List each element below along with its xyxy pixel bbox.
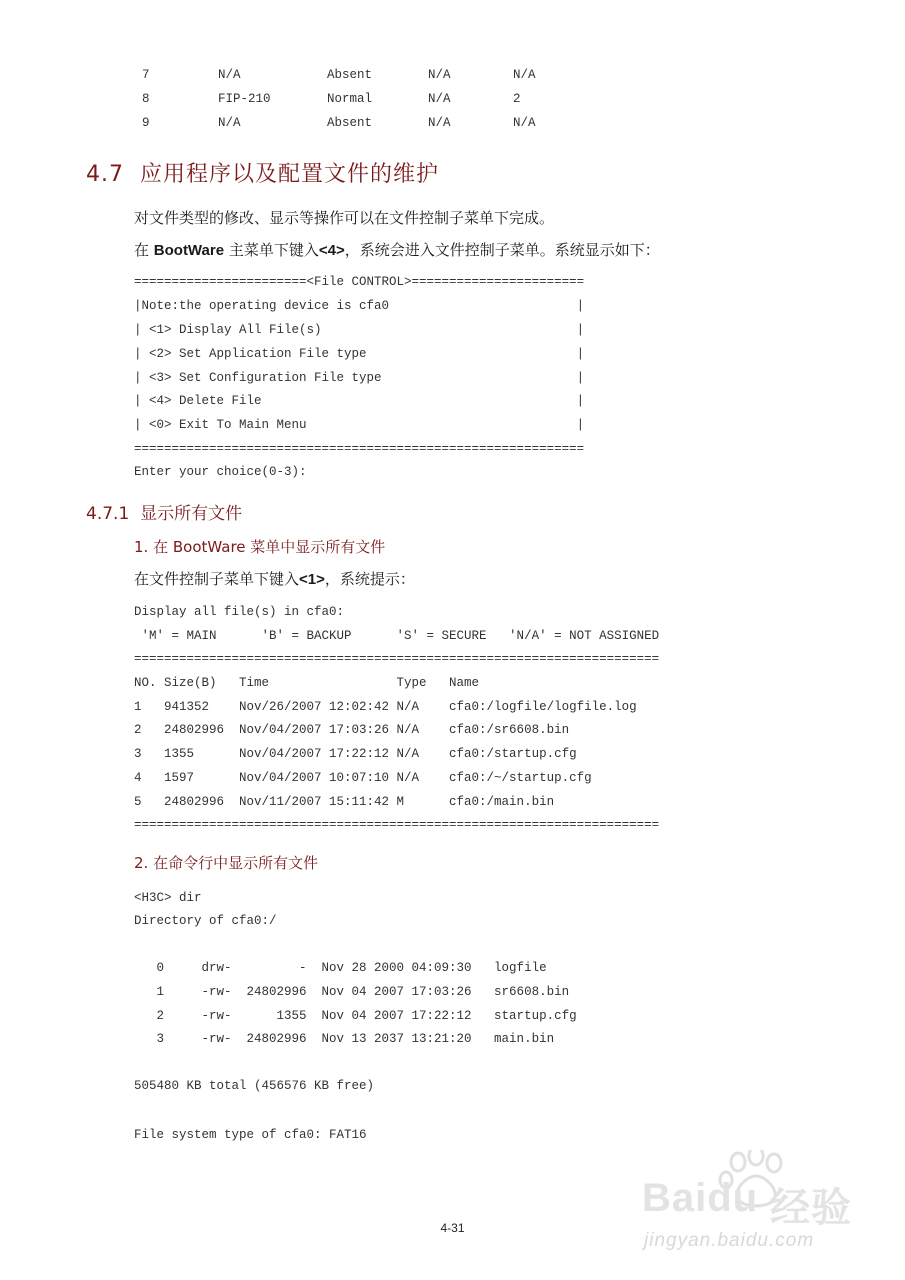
code-line: =======================<File CONTROL>======================= [134, 275, 585, 289]
paragraph: 对文件类型的修改、显示等操作可以在文件控制子菜单下完成。 [134, 209, 555, 227]
code-line: | <4> Delete File | [134, 394, 585, 408]
code-line: Enter your choice(0-3): [134, 465, 307, 479]
paragraph: 在文件控制子菜单下键入<1>，系统提示： [134, 570, 415, 588]
page-number: 4-31 [440, 1221, 465, 1235]
watermark-brand: Baidu [642, 1176, 759, 1220]
code-line: | <0> Exit To Main Menu | [134, 418, 585, 432]
paragraph: 在 BootWare 主菜单下键入<4>，系统会进入文件控制子菜单。系统显示如下： [134, 241, 660, 259]
code-line: 505480 KB total (456576 KB free) [134, 1079, 375, 1093]
code-line: 4 1597 Nov/04/2007 10:07:10 N/A cfa0:/~/startup.cfg [134, 771, 592, 785]
code-line: 3 1355 Nov/04/2007 17:22:12 N/A cfa0:/startup.cfg [134, 747, 577, 761]
code-line: |Note:the operating device is cfa0 | [134, 299, 585, 313]
code-line: | <1> Display All File(s) | [134, 323, 585, 337]
table-row: 9 N/A Absent N/A N/A [142, 116, 536, 130]
item-heading: 1. 在 BootWare 菜单中显示所有文件 [134, 538, 386, 556]
baidu-watermark-logo [640, 1150, 870, 1265]
code-line: Display all file(s) in cfa0: [134, 605, 345, 619]
code-line: ============================================================ [134, 442, 585, 456]
top-table [0, 0, 905, 130]
code-line: 'M' = MAIN 'B' = BACKUP 'S' = SECURE 'N/A' = NOT ASSIGNED [134, 629, 660, 643]
watermark-url: jingyan.baidu.com [644, 1230, 815, 1251]
code-line: 3 -rw- 24802996 Nov 13 2037 13:21:20 main.bin [134, 1032, 555, 1046]
table-row: 7 N/A Absent N/A N/A [142, 68, 536, 82]
code-line: 1 -rw- 24802996 Nov 04 2007 17:03:26 sr6608.bin [134, 985, 570, 999]
code-line: | <3> Set Configuration File type | [134, 371, 585, 385]
code-line: File system type of cfa0: FAT16 [134, 1128, 367, 1142]
code-line: | <2> Set Application File type | [134, 347, 585, 361]
code-line: 0 drw- - Nov 28 2000 04:09:30 logfile [134, 961, 547, 975]
code-line: 2 24802996 Nov/04/2007 17:03:26 N/A cfa0:/sr6608.bin [134, 723, 570, 737]
code-line: NO. Size(B) Time Type Name [134, 676, 480, 690]
code-line: 2 -rw- 1355 Nov 04 2007 17:22:12 startup.cfg [134, 1009, 577, 1023]
code-line: <H3C> dir [134, 891, 202, 905]
subsection-heading: 4.7.1 显示所有文件 [86, 504, 243, 524]
section-heading: 4.7 应用程序以及配置文件的维护 [86, 162, 440, 187]
watermark-cn: 经验 [770, 1185, 852, 1231]
code-line: ====================================================================== [134, 818, 660, 832]
code-line: 1 941352 Nov/26/2007 12:02:42 N/A cfa0:/logfile/logfile.log [134, 700, 637, 714]
code-line: 5 24802996 Nov/11/2007 15:11:42 M cfa0:/main.bin [134, 795, 555, 809]
code-line: ====================================================================== [134, 652, 660, 666]
table-row: 8 FIP-210 Normal N/A 2 [142, 92, 521, 106]
code-line: Directory of cfa0:/ [134, 914, 277, 928]
item-heading: 2. 在命令行中显示所有文件 [134, 854, 319, 872]
